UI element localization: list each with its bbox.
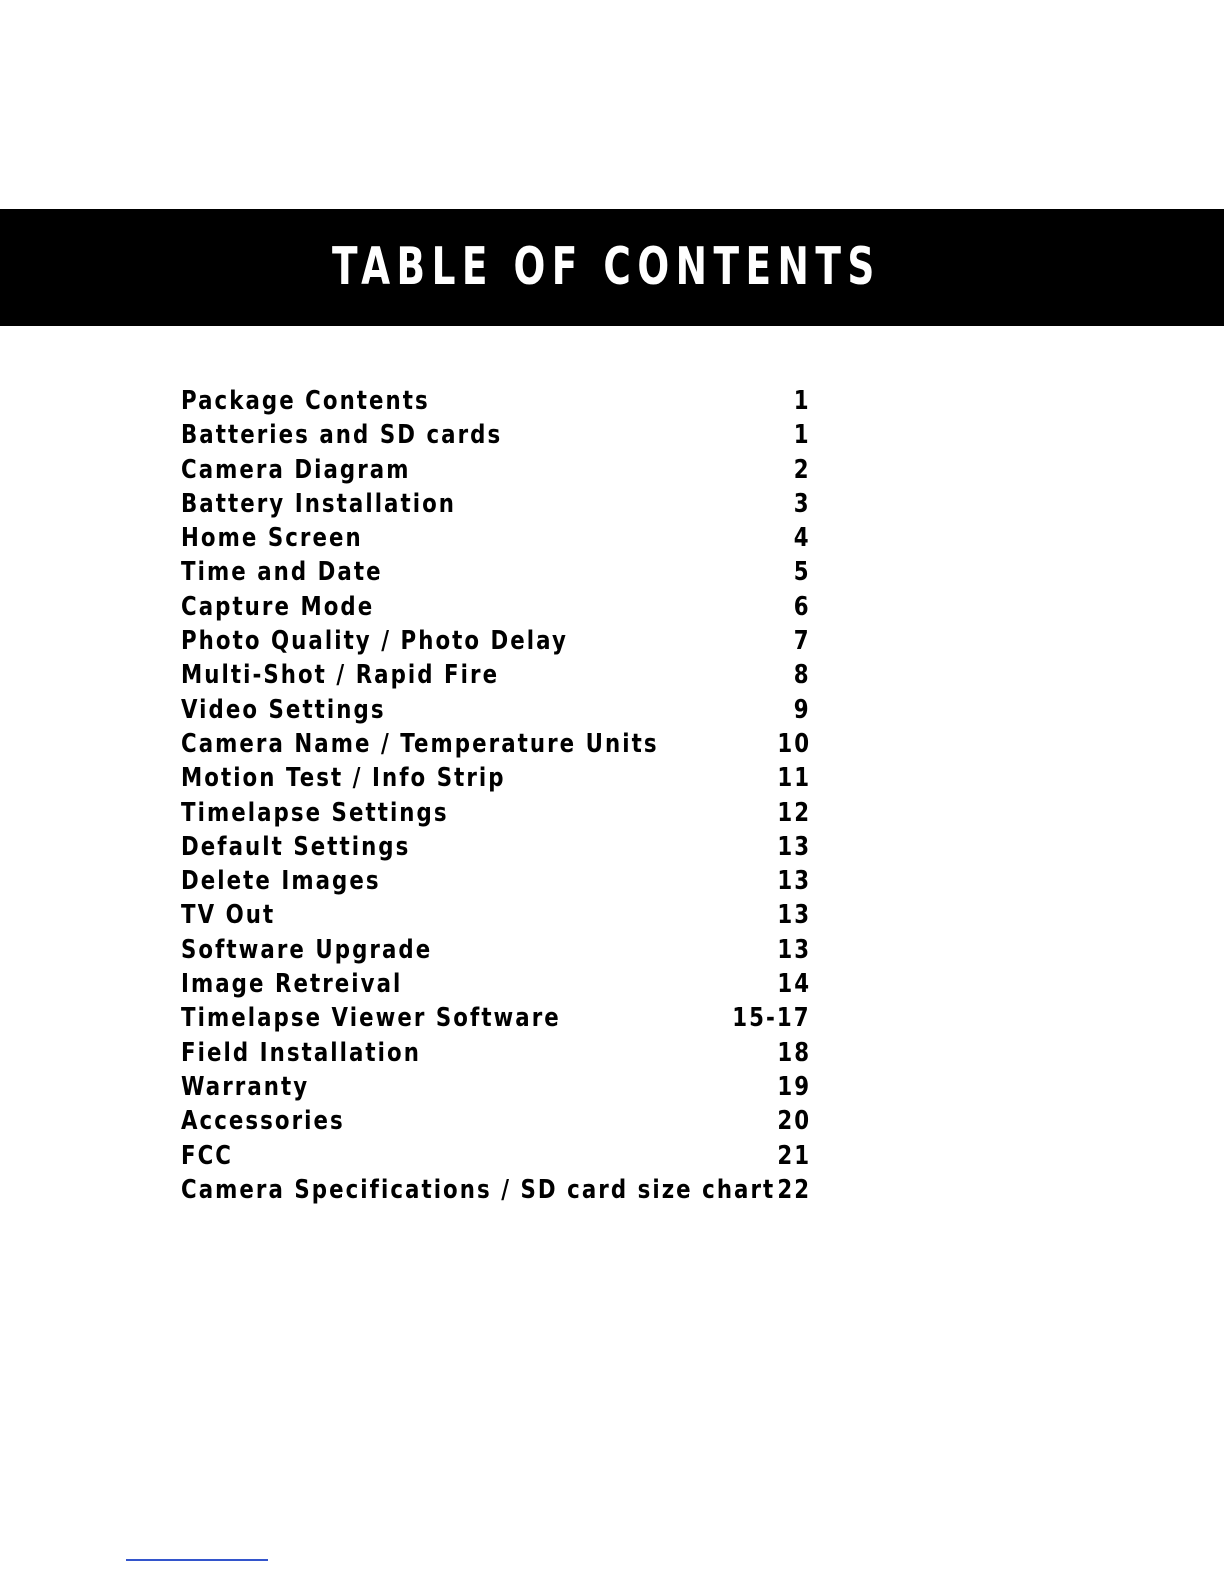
toc-entry-page: 7 xyxy=(794,626,811,657)
toc-entry-page: 1 xyxy=(794,386,811,416)
toc-entry-label: Camera Diagram xyxy=(181,454,411,485)
toc-entry-page: 12 xyxy=(777,797,811,828)
toc-entry xyxy=(181,864,821,898)
toc-entry xyxy=(181,658,821,692)
toc-entry-label: Time and Date xyxy=(181,557,383,588)
toc-entry xyxy=(181,830,821,864)
toc-entry-page: 9 xyxy=(794,694,811,725)
toc-entry-label: Battery Installation xyxy=(181,488,457,519)
toc-entry-page: 8 xyxy=(794,660,811,691)
toc-entry-page: 13 xyxy=(777,900,811,931)
toc-entry-label: Delete Images xyxy=(181,866,381,897)
toc-entry-label: Package Contents xyxy=(181,386,430,416)
toc-entry xyxy=(181,693,821,727)
toc-entry xyxy=(181,555,821,589)
toc-entry-label: Field Installation xyxy=(181,1037,421,1068)
toc-entry-label: Capture Mode xyxy=(181,591,375,622)
page-title: TABLE OF CONTENTS xyxy=(331,237,881,297)
toc-entry-page: 1 xyxy=(794,420,811,451)
toc-entry xyxy=(181,727,821,761)
toc-entry xyxy=(181,761,821,795)
toc-entry-page: 22 xyxy=(777,1174,811,1205)
toc-entry xyxy=(181,898,821,932)
toc-entry xyxy=(181,487,821,521)
toc-entry xyxy=(181,624,821,658)
toc-entry-label: Accessories xyxy=(181,1106,345,1137)
toc-entry xyxy=(181,796,821,830)
toc-entry xyxy=(181,1104,821,1138)
toc-entry-label: TV Out xyxy=(181,900,276,931)
toc-entry-page: 4 xyxy=(794,523,811,554)
toc-entry xyxy=(181,933,821,967)
toc-entry xyxy=(181,967,821,1001)
title-banner xyxy=(0,209,1224,326)
toc-entry xyxy=(181,590,821,624)
toc-entry-label: Video Settings xyxy=(181,694,386,725)
toc-entry xyxy=(181,384,821,418)
toc-entry-page: 13 xyxy=(777,934,811,965)
toc-entry-label: Home Screen xyxy=(181,523,363,554)
toc-entry-label: Motion Test / Info Strip xyxy=(181,763,506,794)
toc-entry-page: 13 xyxy=(777,866,811,897)
toc-entry-page: 2 xyxy=(794,454,811,485)
toc-entry xyxy=(181,1001,821,1035)
toc-entry-page: 21 xyxy=(777,1140,811,1171)
toc-entry-page: 15-17 xyxy=(732,1003,811,1034)
toc-entry-label: Batteries and SD cards xyxy=(181,420,503,451)
toc-entry-label: Warranty xyxy=(181,1071,310,1102)
table-of-contents xyxy=(181,384,821,1207)
toc-entry-label: Timelapse Viewer Software xyxy=(181,1003,561,1034)
toc-entry-page: 13 xyxy=(777,831,811,862)
toc-entry-page: 19 xyxy=(777,1071,811,1102)
toc-entry xyxy=(181,1070,821,1104)
toc-entry-label: Camera Specifications / SD card size chart xyxy=(181,1174,776,1205)
toc-entry-label: Default Settings xyxy=(181,831,411,862)
toc-entry-page: 3 xyxy=(794,488,811,519)
toc-entry-page: 11 xyxy=(777,763,811,794)
toc-entry-label: Software Upgrade xyxy=(181,934,433,965)
toc-entry xyxy=(181,1173,821,1207)
toc-entry-label: FCC xyxy=(181,1140,234,1171)
footer-divider xyxy=(126,1559,268,1561)
toc-entry xyxy=(181,521,821,555)
toc-entry-page: 20 xyxy=(777,1106,811,1137)
toc-entry xyxy=(181,1036,821,1070)
toc-entry-page: 6 xyxy=(794,591,811,622)
toc-entry-page: 5 xyxy=(794,557,811,588)
toc-entry-label: Camera Name / Temperature Units xyxy=(181,728,659,759)
toc-entry-label: Photo Quality / Photo Delay xyxy=(181,626,568,657)
toc-entry xyxy=(181,1139,821,1173)
toc-entry xyxy=(181,453,821,487)
toc-entry-label: Multi-Shot / Rapid Fire xyxy=(181,660,500,691)
toc-entry-page: 18 xyxy=(777,1037,811,1068)
toc-entry-label: Timelapse Settings xyxy=(181,797,449,828)
toc-entry xyxy=(181,418,821,452)
toc-entry-page: 10 xyxy=(777,728,811,759)
toc-entry-label: Image Retreival xyxy=(181,969,403,1000)
toc-entry-page: 14 xyxy=(777,969,811,1000)
